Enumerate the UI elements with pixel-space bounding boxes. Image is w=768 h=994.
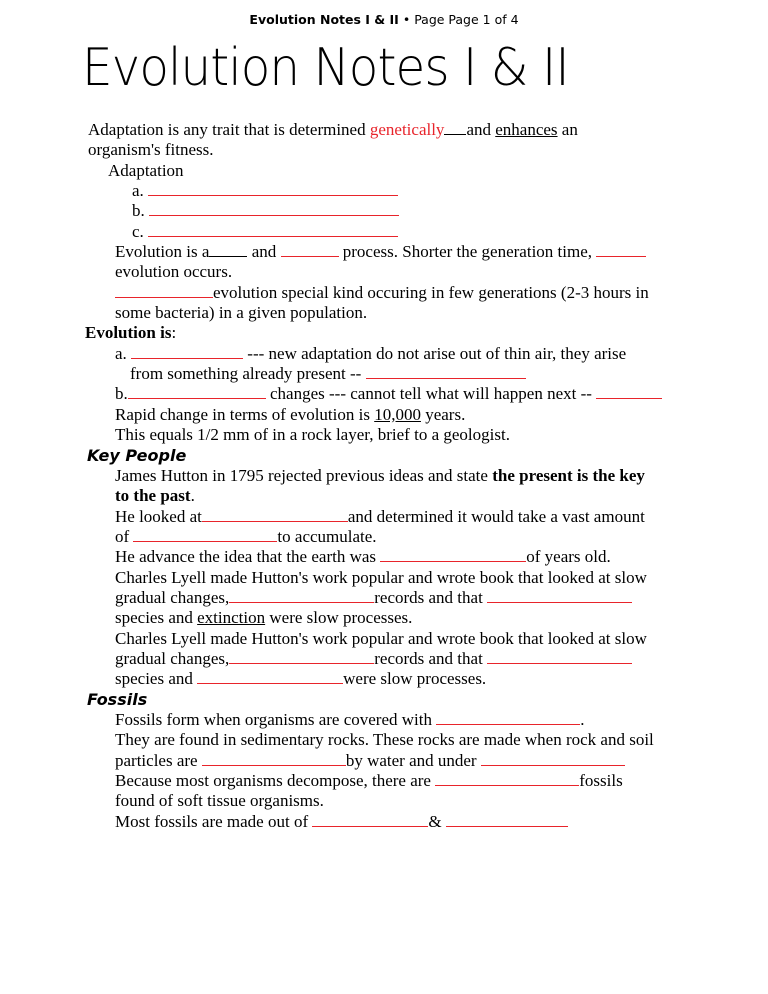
text-line: found of soft tissue organisms.	[115, 791, 324, 811]
evolution-is-b	[0, 384, 768, 404]
blank[interactable]	[197, 669, 343, 684]
decompose-line	[0, 771, 768, 791]
text: He looked at	[115, 506, 202, 526]
text-extinction: extinction	[197, 608, 266, 628]
adaptation-definition	[0, 120, 768, 140]
text: records and that	[374, 587, 488, 607]
looked-line	[0, 507, 768, 527]
rapid-change-line	[0, 405, 768, 425]
item-label: c.	[132, 221, 144, 241]
blank[interactable]	[209, 242, 247, 257]
blank[interactable]	[281, 242, 339, 257]
text-line: Charles Lyell made Hutton's work popular and wrote book that looked at slow	[115, 567, 647, 587]
blank[interactable]	[436, 710, 580, 725]
text: He advance the idea that the earth was	[115, 547, 381, 567]
text: .	[580, 709, 585, 729]
evolution-is-heading	[0, 323, 768, 343]
text: particles are	[115, 750, 202, 770]
answer-genetically: genetically	[369, 120, 445, 139]
advance-line	[0, 547, 768, 567]
evolution-process-line	[0, 242, 768, 262]
page-header	[0, 12, 768, 27]
text: evolution special kind occuring in few generations (2-3 hours in	[213, 282, 649, 302]
text: an	[557, 120, 578, 139]
text: fossils	[579, 771, 623, 790]
text-10000: 10,000	[374, 404, 421, 424]
text-line: They are found in sedimentary rocks. These rocks are made when rock and soil	[115, 730, 654, 750]
gradual-line	[0, 588, 768, 608]
text: and determined it would take a vast amount	[347, 506, 645, 526]
blank[interactable]	[596, 242, 646, 257]
text-bold: to the past	[115, 486, 191, 506]
text: Rapid change in terms of evolution is	[115, 404, 375, 424]
item-label: b.	[132, 201, 145, 221]
blank[interactable]	[202, 507, 348, 522]
fossils-heading: Fossils	[87, 689, 148, 709]
text: to accumulate.	[277, 526, 377, 546]
text: of	[115, 526, 134, 546]
text: Because most organisms decompose, there are	[115, 771, 436, 790]
accumulate-line	[0, 527, 768, 547]
blank[interactable]	[128, 384, 266, 399]
text: Most fossils are made out of	[115, 811, 313, 831]
blank[interactable]	[380, 547, 526, 562]
blank[interactable]	[148, 222, 398, 237]
extinction-line	[0, 608, 768, 628]
item-label: a.	[115, 343, 132, 363]
gradual-line-2	[0, 649, 768, 669]
text: --- new adaptation do not arise out of thin air, they arise	[243, 343, 627, 363]
text: years.	[420, 404, 466, 424]
hutton-line	[0, 466, 768, 486]
blank[interactable]	[149, 201, 399, 216]
text: of years old.	[526, 547, 611, 567]
text: Adaptation is any trait that is determined	[88, 120, 370, 139]
text: Fossils form when organisms are covered with	[115, 709, 437, 729]
header-page-label: Page Page 1 of 4	[414, 12, 519, 27]
species-line	[0, 669, 768, 689]
text: .	[190, 486, 195, 506]
text: James Hutton in 1795 rejected previous ideas and state	[115, 465, 493, 485]
adaptation-item-c	[0, 222, 768, 242]
text: and	[247, 242, 281, 262]
blank[interactable]	[596, 384, 662, 399]
blank[interactable]	[446, 812, 568, 827]
text-line: Charles Lyell made Hutton's work popular and wrote book that looked at slow	[115, 628, 647, 648]
blank[interactable]	[366, 364, 526, 379]
text: species and	[115, 608, 198, 628]
key-people-heading: Key People	[87, 445, 187, 465]
text: gradual changes,	[115, 587, 230, 607]
blank[interactable]	[115, 283, 213, 298]
text: gradual changes,	[115, 648, 230, 668]
blank[interactable]	[444, 120, 466, 135]
particles-line	[0, 751, 768, 771]
text: Evolution is a	[115, 242, 210, 262]
text-enhances: enhances	[495, 120, 558, 139]
blank[interactable]	[131, 344, 243, 359]
blank[interactable]	[487, 588, 632, 603]
text: were slow processes.	[265, 608, 413, 628]
document-body	[0, 120, 768, 832]
made-of-line	[0, 812, 768, 832]
text: process. Shorter the generation time,	[338, 242, 597, 262]
blank[interactable]	[229, 588, 374, 603]
text: records and that	[374, 648, 488, 668]
evolution-is-a-cont	[0, 364, 768, 384]
header-bullet: •	[402, 12, 411, 27]
blank[interactable]	[481, 751, 625, 766]
blank[interactable]	[133, 527, 277, 542]
text: by water and under	[345, 750, 481, 770]
text-line: evolution occurs.	[115, 262, 233, 282]
fossils-form-line	[0, 710, 768, 730]
item-label: a.	[132, 181, 144, 201]
text: and	[466, 120, 496, 139]
text: species and	[115, 669, 198, 689]
blank[interactable]	[202, 751, 346, 766]
text: &	[428, 811, 446, 831]
heading: Evolution is	[85, 323, 172, 343]
blank[interactable]	[435, 771, 579, 786]
item-label: b.	[115, 384, 128, 404]
text-line: This equals 1/2 mm of in a rock layer, brief to a geologist.	[115, 425, 510, 445]
header-doc-title: Evolution Notes I & II	[249, 12, 399, 27]
text-line: organism's fitness.	[88, 140, 214, 160]
blank[interactable]	[487, 649, 632, 664]
micro-evolution-line	[0, 283, 768, 303]
text: changes --- cannot tell what will happen next --	[265, 384, 597, 404]
text: were slow processes.	[343, 669, 487, 689]
adaptation-item-b	[0, 201, 768, 221]
text-bold: the present is the key	[492, 465, 645, 485]
adaptation-label: Adaptation	[108, 160, 184, 180]
hutton-line-2	[0, 486, 768, 506]
text: :	[171, 323, 177, 343]
adaptation-item-a	[0, 181, 768, 201]
blank[interactable]	[312, 812, 428, 827]
text-line: some bacteria) in a given population.	[115, 303, 368, 323]
blank[interactable]	[229, 649, 374, 664]
text: from something already present --	[130, 364, 366, 384]
document-title: Evolution Notes I & II	[82, 38, 569, 98]
blank[interactable]	[148, 181, 398, 196]
evolution-is-a	[0, 344, 768, 364]
